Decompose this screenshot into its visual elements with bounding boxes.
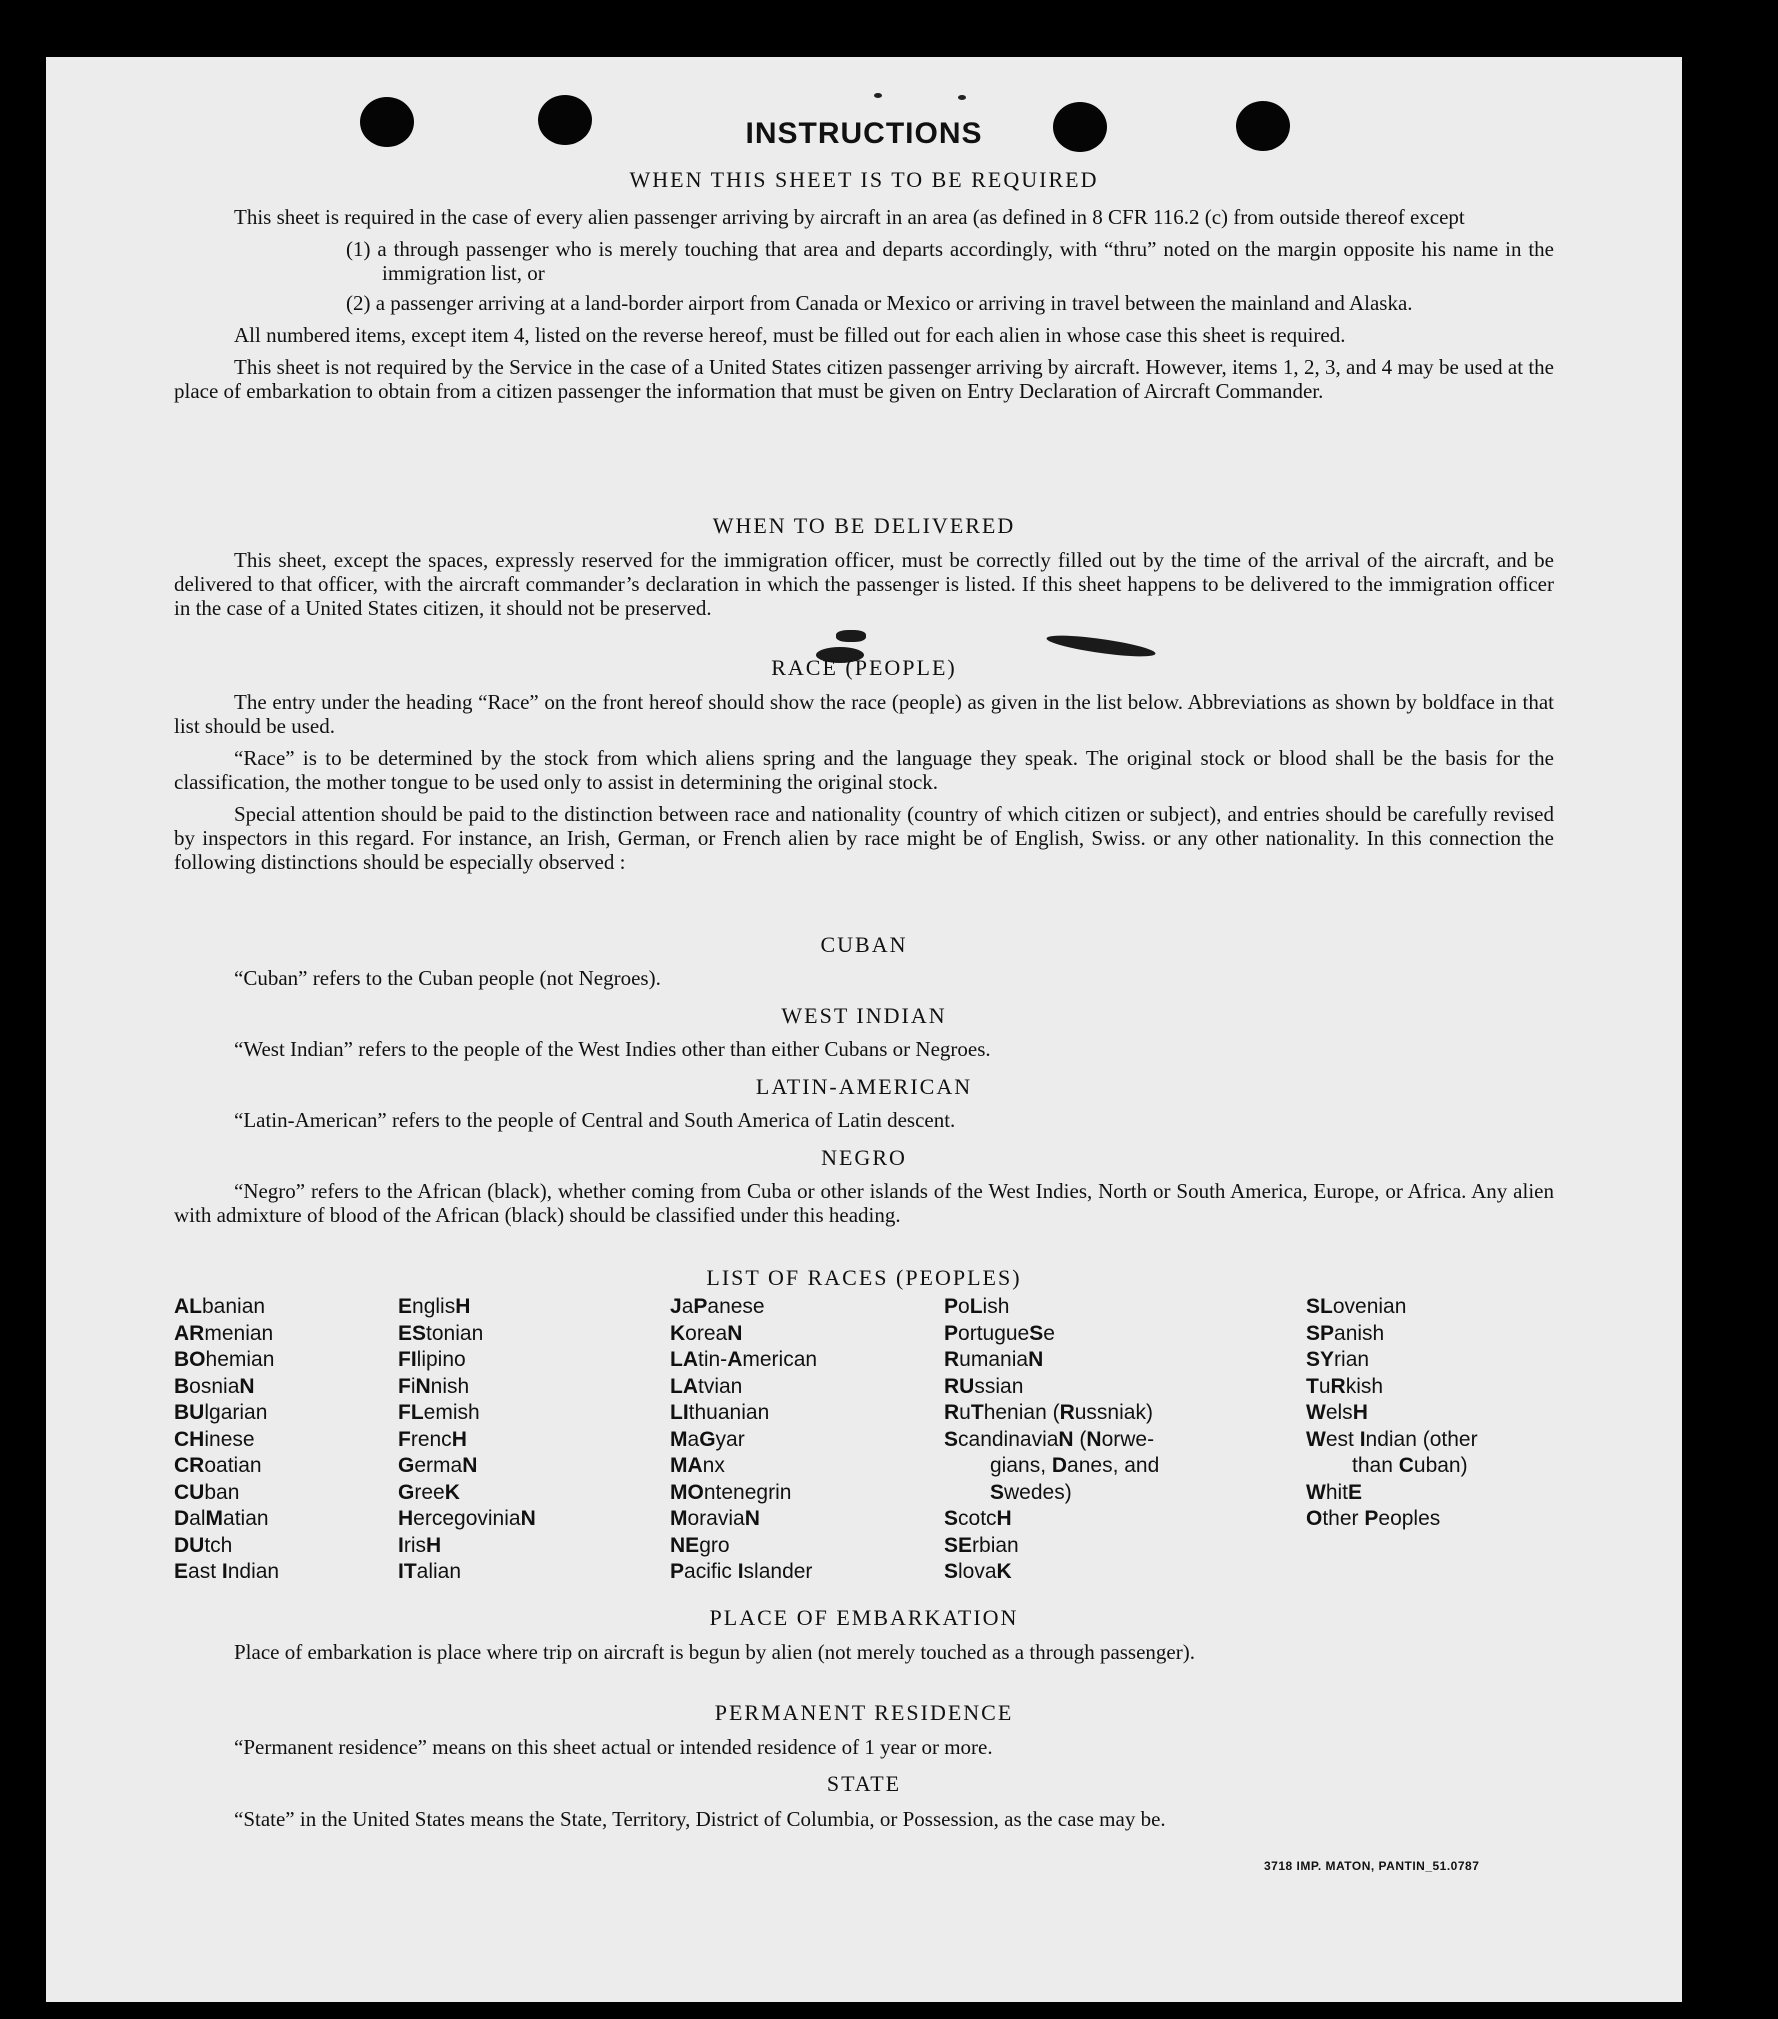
race-entry: DUtch (174, 1533, 233, 1557)
race-entry: CRoatian (174, 1454, 262, 1477)
section-delivered (174, 513, 1554, 539)
section-heading: STATE (826, 1771, 902, 1796)
race-entry: EStonian (398, 1321, 484, 1345)
section-delivered-body (174, 548, 1554, 620)
race-entry: SErbian (944, 1533, 1019, 1557)
paragraph: “Negro” refers to the African (black), whether coming from Cuba or other islands of the West Indies, North or South America, Europe, or Africa. Any alien with admixture of blood of the African (black) should be classified under this heading. (174, 1179, 1554, 1227)
section-west-indian-body (174, 1037, 1554, 1061)
section-list (174, 1265, 1554, 1291)
race-entry: NEgro (670, 1533, 730, 1557)
race-entry: DalMatian (174, 1507, 269, 1530)
section-residence-body (174, 1735, 1554, 1759)
section-negro-body (174, 1179, 1554, 1227)
page-title: INSTRUCTIONS (745, 117, 983, 150)
race-entry: TuRkish (1306, 1374, 1384, 1398)
section-latin-body (174, 1108, 1554, 1132)
paragraph: “State” in the United States means the State, Territory, District of Columbia, or Possession, as the case may be. (234, 1807, 1166, 1831)
race-entry: RUssian (944, 1374, 1024, 1398)
paragraph: This sheet is not required by the Service in the case of a United States citizen passenger arriving by aircraft. However, items 1, 2, 3, and 4 may be used at the place of embarkation to obtain from a citizen passenger the information that must be given on Entry Declaration of Aircraft Commander. (174, 355, 1554, 403)
section-required-body (174, 205, 1554, 403)
race-entry: FrencH (398, 1427, 467, 1451)
race-entry: PortugueSe (944, 1321, 1055, 1345)
section-cuban (174, 932, 1554, 958)
race-entry: ScandinaviaN (Norwe- (944, 1427, 1155, 1451)
section-heading: NEGRO (821, 1145, 907, 1170)
section-race (174, 655, 1554, 681)
race-entry: LAtvian (670, 1374, 743, 1398)
section-residence (174, 1700, 1554, 1726)
race-entry: ScotcH (944, 1507, 1012, 1530)
section-cuban-body (174, 966, 1554, 990)
race-column (670, 1294, 817, 1586)
race-entry: SLovenian (1306, 1295, 1407, 1318)
race-entry: Other Peoples (1306, 1507, 1441, 1530)
section-embarkation (174, 1605, 1554, 1631)
race-entry: West Indian (other (1306, 1427, 1478, 1451)
race-entry: WelsH (1306, 1401, 1368, 1424)
paragraph: “Latin-American” refers to the people of Central and South America of Latin descent. (234, 1108, 956, 1132)
paragraph: “Permanent residence” means on this sheet actual or intended residence of 1 year or more. (234, 1735, 993, 1759)
section-latin (174, 1074, 1554, 1100)
section-race-body (174, 690, 1554, 874)
paragraph: Special attention should be paid to the distinction between race and nationality (country of which citizen or subject), and entries should be carefully revised by inspectors in this regard. For instance, an Irish, German, or French alien by race might be of English, Swiss. or any other nationality. In this connection the following distinctions should be especially observed : (174, 802, 1554, 874)
race-entry: MOntenegrin (670, 1480, 792, 1504)
list-item: (2) a passenger arriving at a land-border airport from Canada or Mexico or arriving in travel between the mainland and Alaska. (346, 291, 1413, 315)
section-heading: CUBAN (820, 932, 908, 957)
race-entry: SlovaK (944, 1560, 1012, 1583)
section-required (174, 167, 1554, 193)
ink-blot (836, 630, 866, 642)
section-heading: WHEN THIS SHEET IS TO BE REQUIRED (629, 167, 1099, 192)
document-sheet (46, 57, 1682, 2002)
race-entry: FLemish (398, 1401, 480, 1424)
race-entry: FiNnish (398, 1374, 470, 1398)
race-entry: gians, Danes, and (990, 1454, 1160, 1477)
race-column (398, 1294, 536, 1586)
ink-speck (874, 93, 882, 98)
race-entry: MaGyar (670, 1427, 745, 1451)
paragraph: “Race” is to be determined by the stock from which aliens spring and the language they speak. The original stock or blood shall be the basis for the classification, the mother tongue to be used only to assist in determining the original stock. (174, 746, 1554, 794)
race-entry: SYrian (1306, 1348, 1370, 1371)
race-entry: FIlipino (398, 1348, 466, 1371)
race-entry: LAtin-American (670, 1348, 818, 1371)
list-item: (1) a through passenger who is merely touching that area and departs accordingly, with “thru” noted on the margin opposite his name in the immigration list, or (346, 237, 1554, 285)
section-heading: PLACE OF EMBARKATION (709, 1605, 1019, 1630)
race-entry: SPanish (1306, 1321, 1385, 1345)
paragraph: Place of embarkation is place where trip on aircraft is begun by alien (not merely touched as a through passenger). (234, 1640, 1195, 1664)
paragraph: All numbered items, except item 4, listed on the reverse hereof, must be filled out for each alien in whose case this sheet is required. (234, 323, 1346, 347)
race-entry: HercegoviniaN (398, 1507, 536, 1530)
section-state-body (174, 1807, 1554, 1831)
race-entry: IrisH (398, 1533, 442, 1557)
section-heading: WHEN TO BE DELIVERED (712, 513, 1016, 538)
section-state (174, 1771, 1554, 1797)
race-entry: JaPanese (670, 1295, 765, 1318)
race-entry: WhitE (1306, 1480, 1363, 1504)
race-entry: ARmenian (174, 1321, 274, 1345)
race-entry: BOhemian (174, 1348, 275, 1371)
race-entry: GreeK (398, 1480, 460, 1504)
section-heading: PERMANENT RESIDENCE (714, 1700, 1014, 1725)
race-entry: MAnx (670, 1454, 725, 1477)
paragraph: This sheet, except the spaces, expressly reserved for the immigration officer, must be correctly filled out by the time of the arrival of the aircraft, and be delivered to that officer, with the aircraft commander’s declaration in which the passenger is listed. If this sheet happens to be delivered to the immigration officer in the case of a United States citizen, it should not be preserved. (174, 548, 1554, 620)
race-entry: EnglisH (398, 1295, 471, 1318)
section-negro (174, 1145, 1554, 1171)
race-entry: LIthuanian (670, 1401, 770, 1424)
section-heading: LIST OF RACES (PEOPLES) (706, 1265, 1022, 1290)
section-heading: RACE (PEOPLE) (771, 655, 957, 680)
race-entry: BosniaN (174, 1374, 255, 1398)
race-entry: than Cuban) (1352, 1454, 1468, 1477)
section-west-indian (174, 1003, 1554, 1029)
race-entry: East Indian (174, 1560, 280, 1583)
race-entry: RumaniaN (944, 1348, 1044, 1371)
race-entry: RuThenian (Russniak) (944, 1401, 1153, 1424)
race-entry: Swedes) (990, 1480, 1072, 1504)
race-entry: PoLish (944, 1295, 1010, 1318)
race-column (944, 1294, 1159, 1586)
section-embarkation-body (174, 1640, 1554, 1664)
paragraph: This sheet is required in the case of every alien passenger arriving by aircraft in an area (as defined in 8 CFR 116.2 (c) from outside thereof except (234, 205, 1465, 229)
race-entry: KoreaN (670, 1321, 743, 1345)
paragraph: “Cuban” refers to the Cuban people (not Negroes). (234, 966, 661, 990)
race-entry: GermaN (398, 1454, 478, 1477)
race-column (1306, 1294, 1478, 1533)
race-entry: Pacific Islander (670, 1560, 813, 1583)
race-entry: CUban (174, 1480, 240, 1504)
race-entry: CHinese (174, 1427, 255, 1451)
race-entry: BUlgarian (174, 1401, 268, 1424)
race-column (174, 1294, 279, 1586)
ink-speck (958, 95, 966, 100)
section-heading: WEST INDIAN (781, 1003, 947, 1028)
race-entry: ITalian (398, 1560, 462, 1583)
section-heading: LATIN-AMERICAN (755, 1074, 973, 1099)
paragraph: “West Indian” refers to the people of the West Indies other than either Cubans or Negroes. (234, 1037, 991, 1061)
race-entry: ALbanian (174, 1295, 266, 1318)
printer-imprint: 3718 IMP. MATON, PANTIN_51.0787 (1264, 1859, 1480, 1873)
race-entry: MoraviaN (670, 1507, 760, 1530)
paragraph: The entry under the heading “Race” on the front hereof should show the race (people) as given in the list below. Abbreviations as shown by boldface in that list should be used. (174, 690, 1554, 738)
